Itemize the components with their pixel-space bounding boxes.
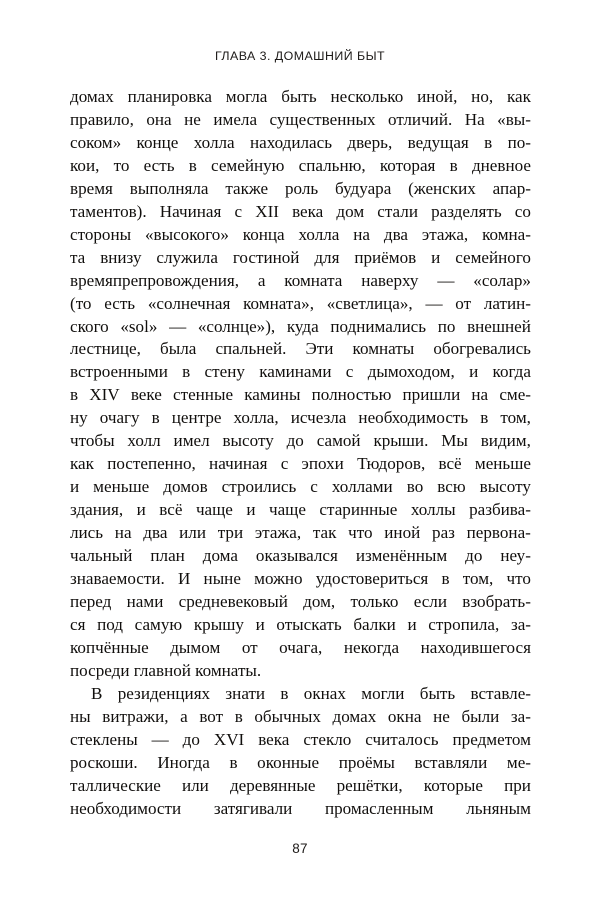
word: могла <box>225 87 268 106</box>
word: в <box>484 132 493 152</box>
word: том, <box>462 569 494 589</box>
word: в <box>234 706 243 726</box>
word: дом <box>336 201 365 221</box>
word: комната», <box>243 293 314 313</box>
text-line <box>70 591 531 614</box>
word: наверху <box>361 270 419 290</box>
word: по <box>437 316 456 336</box>
word: или <box>182 775 209 795</box>
word: предметом <box>452 729 531 749</box>
word: два <box>143 523 168 543</box>
word: чаще <box>195 500 233 520</box>
word: и <box>70 477 80 497</box>
word: на <box>114 523 132 543</box>
word: и <box>136 500 146 520</box>
word: стекло <box>303 729 352 749</box>
word: в <box>480 408 489 428</box>
word: в <box>449 155 458 175</box>
text-line <box>70 729 531 752</box>
word: комната <box>284 270 343 290</box>
word: лись <box>70 523 104 543</box>
word: холлами <box>331 477 393 497</box>
word: конца <box>242 224 285 244</box>
word: решётки, <box>336 775 403 795</box>
word: три <box>217 523 244 543</box>
word: оказывался <box>255 546 338 566</box>
word: крыши. <box>373 431 429 451</box>
word: чтобы <box>70 431 115 451</box>
word: вставле- <box>470 683 531 703</box>
word: всю <box>437 477 466 497</box>
word: та <box>70 247 86 267</box>
word: считалось <box>365 729 439 749</box>
word: и <box>469 362 479 382</box>
word: этажа, <box>421 224 469 244</box>
word: в <box>70 385 79 405</box>
word: некогда <box>343 637 400 657</box>
word: будуара <box>335 178 392 198</box>
word: «sol» <box>120 316 158 336</box>
word: сме- <box>499 385 531 405</box>
text-line <box>70 361 531 384</box>
word: неу- <box>500 546 531 566</box>
word: оконные <box>257 752 320 772</box>
word: затягивали <box>213 798 293 818</box>
word: семейного <box>455 247 531 267</box>
word: быть <box>281 87 317 106</box>
word: проёмы <box>338 752 395 772</box>
word: самой <box>316 431 361 451</box>
text-line: посреди главной комнаты. <box>70 660 262 680</box>
word: строились <box>221 477 297 497</box>
word: есть <box>143 155 175 175</box>
word: с <box>280 454 289 474</box>
word: спальней. <box>215 339 287 359</box>
text-line <box>70 178 531 201</box>
word: внешней <box>467 316 531 336</box>
word: чальный <box>70 546 133 566</box>
word: Эти <box>305 339 334 359</box>
word: ме- <box>506 752 531 772</box>
word: правило, <box>70 109 134 129</box>
word: и <box>431 247 441 267</box>
word: высоту <box>222 431 274 451</box>
word: холла <box>193 132 235 152</box>
word: холлы <box>410 500 456 520</box>
word: под <box>97 614 124 634</box>
word: поднимались <box>330 316 427 336</box>
text-line <box>70 201 531 224</box>
word: В <box>91 683 103 703</box>
word: в <box>280 683 289 703</box>
word: полностью <box>311 385 392 405</box>
word: можно <box>254 569 303 589</box>
word: конце <box>136 132 179 152</box>
text-line <box>70 86 531 109</box>
word: иной, <box>417 87 458 106</box>
word: и <box>246 500 256 520</box>
word: XIV <box>89 385 120 405</box>
word: «солнечная <box>147 293 231 313</box>
word: промасленным <box>324 798 434 818</box>
word: куда <box>286 316 319 336</box>
word: в <box>188 155 197 175</box>
word: высоту <box>479 477 531 497</box>
word: с <box>345 362 354 382</box>
word: Начиная <box>159 201 222 221</box>
word: также <box>225 178 269 198</box>
word: во <box>406 477 424 497</box>
word: лестнице, <box>70 339 141 359</box>
word: за- <box>510 706 531 726</box>
word: обогревались <box>433 339 531 359</box>
word: века <box>292 201 324 221</box>
text-line <box>70 132 531 155</box>
text-line <box>70 637 531 660</box>
word: латин- <box>483 293 531 313</box>
word: ныне <box>203 569 241 589</box>
word: (женских <box>408 178 476 198</box>
word: стену <box>204 362 245 382</box>
word: средневековый <box>178 591 288 611</box>
word: роскоши. <box>70 752 138 772</box>
word: от <box>241 637 258 657</box>
text-line <box>70 522 531 545</box>
word: таллические <box>70 775 161 795</box>
word: необходимости <box>70 798 182 818</box>
word: домах <box>70 87 114 106</box>
text-line <box>70 430 531 453</box>
word: вот <box>199 706 224 726</box>
word: приёмов <box>354 247 417 267</box>
word: что <box>348 523 373 543</box>
text-line <box>70 545 531 568</box>
word: нами <box>126 591 164 611</box>
word: не <box>433 706 450 726</box>
word: — <box>151 729 169 749</box>
word: чаще <box>269 500 306 520</box>
word: кои, <box>70 155 100 175</box>
text-line <box>70 407 531 430</box>
word: Тюдоров, <box>357 454 426 474</box>
word: но, <box>471 87 494 106</box>
text-line <box>70 614 531 637</box>
word: очага, <box>279 637 323 657</box>
word: не <box>184 109 201 129</box>
word: встроенными <box>70 362 168 382</box>
word: холла, <box>233 408 279 428</box>
word: — <box>169 316 187 336</box>
word: на <box>471 385 489 405</box>
word: таментов). <box>70 201 147 221</box>
word: стали <box>377 201 418 221</box>
word: комна- <box>482 224 531 244</box>
word: находившегося <box>420 637 531 657</box>
word: в <box>229 752 238 772</box>
word: на <box>353 224 371 244</box>
word: апар- <box>492 178 531 198</box>
word: вставляли <box>414 752 488 772</box>
word: стеклены <box>70 729 138 749</box>
word: холл <box>127 431 161 451</box>
word: несколько <box>330 87 404 106</box>
word: дымом <box>170 637 221 657</box>
word: изменённым <box>355 546 448 566</box>
word: знати <box>225 683 266 703</box>
word: резиденциях <box>117 683 211 703</box>
text-line <box>70 568 531 591</box>
word: каминами <box>259 362 332 382</box>
word: а <box>180 706 188 726</box>
word: и <box>255 614 265 634</box>
word: как <box>506 87 531 106</box>
word: стороны <box>70 224 132 244</box>
word: ского <box>70 316 109 336</box>
word: быть <box>419 683 456 703</box>
word: иной <box>384 523 421 543</box>
text-line <box>70 683 531 706</box>
word: как <box>70 454 94 474</box>
word: так <box>312 523 337 543</box>
word: со <box>514 201 531 221</box>
word: исчезла <box>290 408 347 428</box>
word: первона- <box>466 523 531 543</box>
text-line <box>70 109 531 132</box>
word: ведущая <box>407 132 469 152</box>
word: XVI <box>213 729 245 749</box>
word: комнаты <box>352 339 415 359</box>
word: соком» <box>70 132 122 152</box>
word: существенных <box>269 109 376 129</box>
page-number: 87 <box>292 841 308 856</box>
word: в <box>182 362 191 382</box>
word: копчённые <box>70 637 149 657</box>
word: то <box>113 155 130 175</box>
word: она <box>146 109 172 129</box>
word: начиная <box>209 454 268 474</box>
word: Иногда <box>157 752 210 772</box>
word: холла <box>298 224 340 244</box>
word: служила <box>156 247 218 267</box>
word: были <box>461 706 500 726</box>
word: для <box>314 247 340 267</box>
word: (то <box>70 293 92 313</box>
word: видим, <box>480 431 531 451</box>
word: И <box>177 569 191 589</box>
word: с <box>234 201 243 221</box>
word: отыскать <box>276 614 342 634</box>
word: в <box>441 569 450 589</box>
word: выполняла <box>129 178 209 198</box>
word: балки <box>353 614 396 634</box>
word: времяпрепровождения, <box>70 270 240 290</box>
word: камины <box>244 385 301 405</box>
word: том, <box>500 408 531 428</box>
word: разделять <box>431 201 502 221</box>
word: спальню, <box>298 155 366 175</box>
text-line <box>70 453 531 476</box>
word: необходимость <box>358 408 469 428</box>
word: что <box>506 569 531 589</box>
word: только <box>350 591 399 611</box>
word: крышу <box>193 614 244 634</box>
word: века <box>258 729 290 749</box>
word: ся <box>70 614 86 634</box>
word: при <box>504 775 531 795</box>
word: до <box>465 546 483 566</box>
word: отличий. <box>388 109 453 129</box>
word: находилась <box>249 132 333 152</box>
word: старинные <box>319 500 398 520</box>
word: имела <box>213 109 258 129</box>
word: домах <box>332 706 377 726</box>
word: есть <box>104 293 136 313</box>
word: план <box>150 546 185 566</box>
word: дневное <box>471 155 531 175</box>
word: ну <box>70 408 88 428</box>
word: ны <box>70 706 91 726</box>
word: с <box>310 477 318 497</box>
word: была <box>160 339 197 359</box>
text-line <box>70 775 531 798</box>
running-head-chapter-title: ГЛАВА 3. ДОМАШНИЙ БЫТ <box>214 49 386 63</box>
word: имел <box>173 431 210 451</box>
word: знаваемости. <box>70 569 165 589</box>
word: дома <box>202 546 238 566</box>
word: дверь, <box>347 132 393 152</box>
word: пришли <box>402 385 461 405</box>
word: здания, <box>70 500 124 520</box>
word: планировка <box>127 87 212 106</box>
word: — <box>437 270 455 290</box>
word: веке <box>130 385 162 405</box>
word: могли <box>361 683 405 703</box>
word: или <box>179 523 206 543</box>
word: — <box>425 293 443 313</box>
text-line <box>70 706 531 729</box>
word: за- <box>510 614 531 634</box>
word: а <box>257 270 266 290</box>
word: стропила, <box>428 614 500 634</box>
word: Мы <box>441 431 468 451</box>
word: до <box>182 729 200 749</box>
word: «солар» <box>473 270 531 290</box>
text-line <box>70 247 531 270</box>
text-line <box>70 293 531 316</box>
word: XII <box>255 201 279 221</box>
word: два <box>383 224 409 244</box>
word: этажа, <box>254 523 302 543</box>
word: меньше <box>93 477 150 497</box>
text-line <box>70 338 531 361</box>
word: постепенно, <box>107 454 196 474</box>
word: эпохи <box>301 454 344 474</box>
word: семейную <box>211 155 285 175</box>
text-line <box>70 798 531 821</box>
word: дом, <box>303 591 336 611</box>
word: самую <box>134 614 183 634</box>
word: «высокого» <box>144 224 229 244</box>
word: стенные <box>173 385 234 405</box>
text-line <box>70 224 531 247</box>
word: деревянные <box>229 775 316 795</box>
word: по- <box>507 132 531 152</box>
word: всё <box>159 500 183 520</box>
text-line <box>70 499 531 522</box>
word: обычных <box>254 706 321 726</box>
word: меньше <box>474 454 531 474</box>
word: и <box>407 614 417 634</box>
word: которая <box>379 155 436 175</box>
word: «светлица», <box>326 293 413 313</box>
body-text-block <box>70 86 531 821</box>
word: перед <box>70 591 112 611</box>
word: от <box>455 293 472 313</box>
word: роль <box>284 178 319 198</box>
word: внизу <box>100 247 142 267</box>
word: взобрать- <box>462 591 531 611</box>
word: окнах <box>303 683 346 703</box>
text-line <box>70 384 531 407</box>
word: всё <box>438 454 462 474</box>
text-line <box>70 155 531 178</box>
word: которые <box>423 775 483 795</box>
word: в <box>151 408 160 428</box>
text-line <box>70 270 531 293</box>
text-line <box>70 316 531 339</box>
word: льняным <box>466 798 531 818</box>
word: до <box>286 431 304 451</box>
word: когда <box>492 362 531 382</box>
word: дымоходом, <box>367 362 455 382</box>
word: витражи, <box>102 706 169 726</box>
word: домов <box>163 477 208 497</box>
word: центре <box>171 408 222 428</box>
text-line <box>70 476 531 499</box>
word: окна <box>387 706 422 726</box>
word: «вы- <box>497 109 531 129</box>
word: «солнце»), <box>197 316 276 336</box>
word: если <box>413 591 447 611</box>
word: гостиной <box>232 247 300 267</box>
text-line <box>70 752 531 775</box>
word: На <box>464 109 485 129</box>
word: очагу <box>99 408 140 428</box>
word: раз <box>432 523 455 543</box>
word: удостовериться <box>315 569 429 589</box>
word: разбива- <box>469 500 531 520</box>
word: время <box>70 178 113 198</box>
